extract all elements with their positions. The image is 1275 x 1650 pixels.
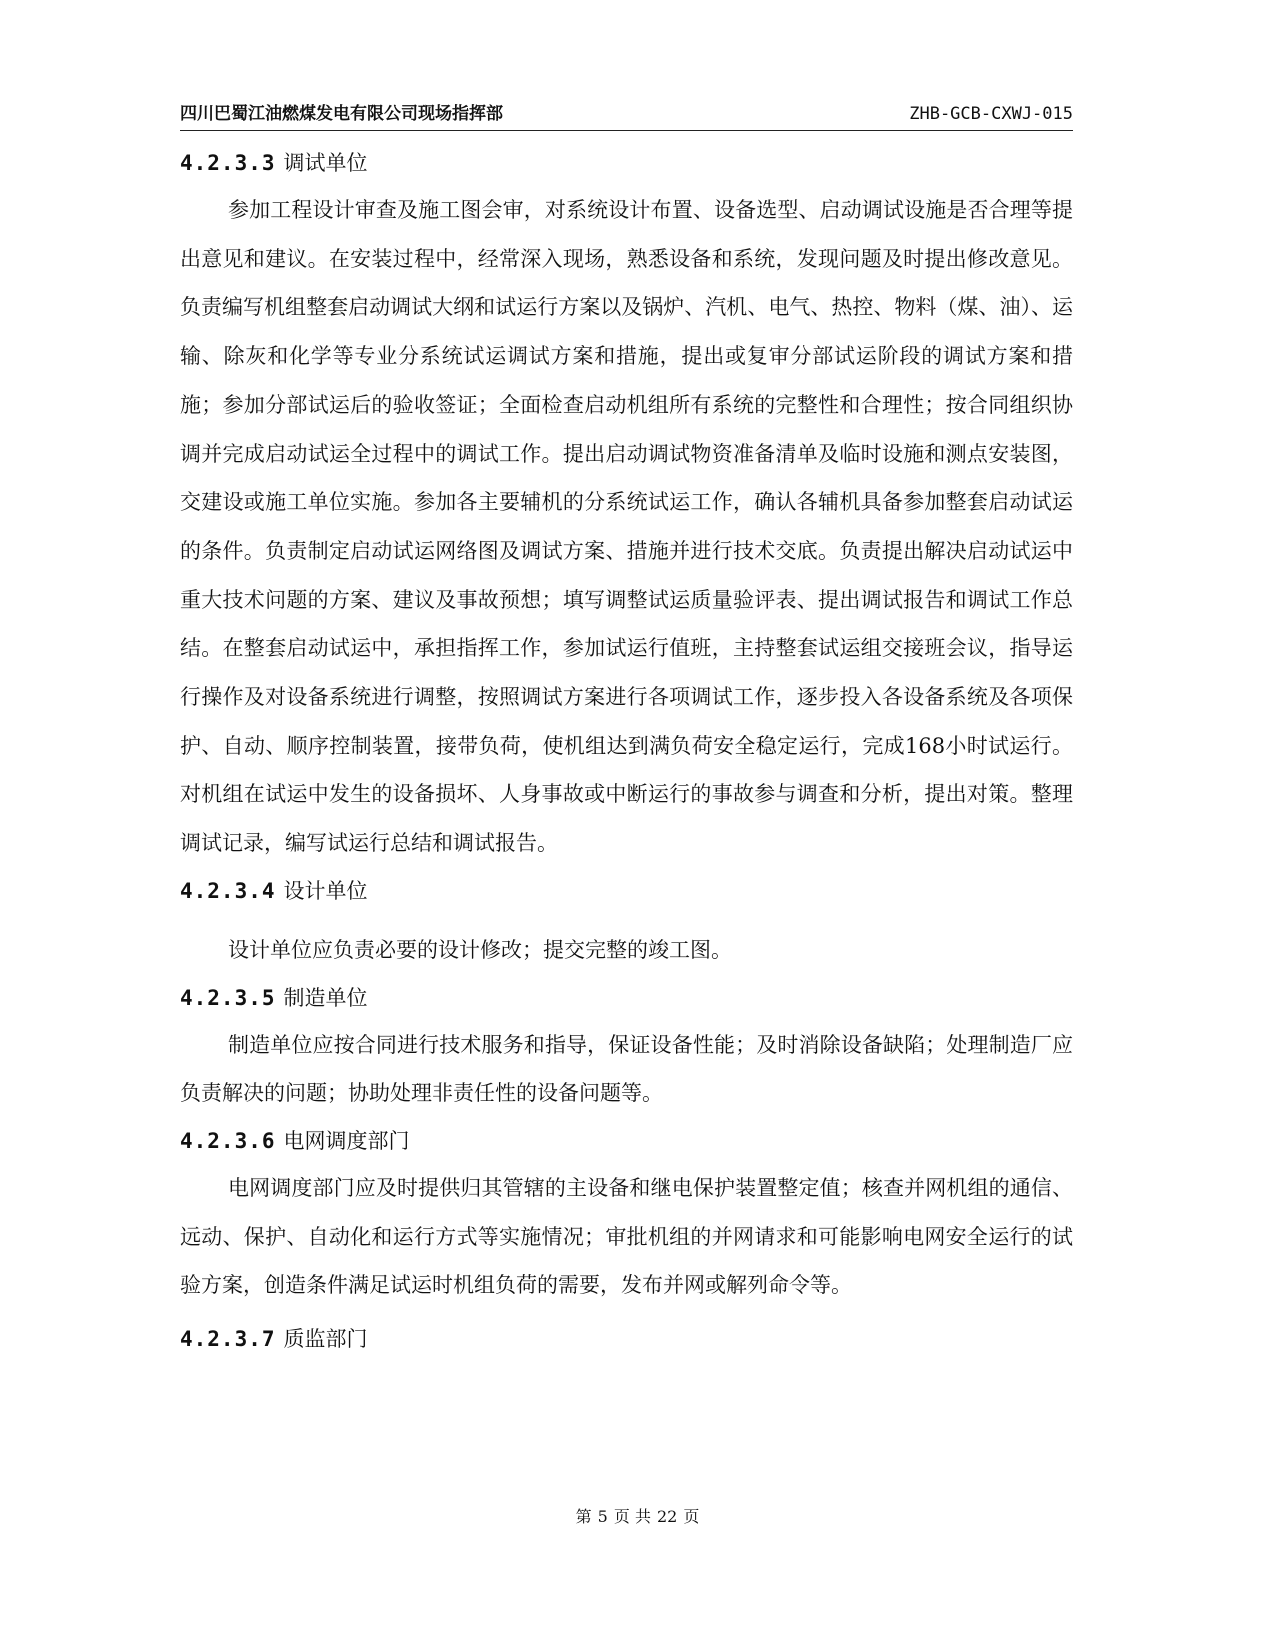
section-paragraph: 参加工程设计审查及施工图会审，对系统设计布置、设备选型、启动调试设施是否合理等提出意见和建议。在安装过程中，经常深入现场，熟悉设备和系统，发现问题及时提出修改意见。负责编写机组整套启动调试大纲和试运行方案以及锅炉、汽机、电气、热控、物料（煤、油）、运输、除灰和化学等专业分系统试运调试方案和措施，提出或复审分部试运阶段的调试方案和措施；参加分部试运后的验收签证；全面检查启动机组所有系统的完整性和合理性；按合同组织协调并完成启动试运全过程中的调试工作。提出启动调试物资准备清单及临时设施和测点安装图，交建设或施工单位实施。参加各主要辅机的分系统试运工作，确认各辅机具备参加整套启动试运的条件。负责制定启动试运网络图及调试方案、措施并进行技术交底。负责提出解决启动试运中重大技术问题的方案、建议及事故预想；填写调整试运质量验评表、提出调试报告和调试工作总结。在整套启动试运中，承担指挥工作，参加试运行值班，主持整套试运组交接班会议，指导运行操作及对设备系统进行调整，按照调试方案进行各项调试工作，逐步投入各设备系统及各项保护、自动、顺序控制装置，接带负荷，使机组达到满负荷安全稳定运行，完成168小时试运行。对机组在试运中发生的设备损坏、人身事故或中断运行的事故参与调查和分析，提出对策。整理调试记录，编写试运行总结和调试报告。: [180, 198, 1073, 856]
section-paragraph: 设计单位应负责必要的设计修改；提交完整的竣工图。: [228, 937, 732, 962]
section-number: 4.2.3.7: [180, 1327, 276, 1352]
section-title: 调试单位: [283, 151, 368, 175]
section-paragraph: 制造单位应按合同进行技术服务和指导，保证设备性能；及时消除设备缺陷；处理制造厂应负责解决的问题；协助处理非责任性的设备问题等。: [180, 1032, 1073, 1106]
page-footer: [0, 1504, 1275, 1527]
section-heading-4-2-3-6: [180, 1118, 1073, 1164]
page-header: [180, 100, 1073, 131]
section-heading-4-2-3-4: [180, 868, 1073, 914]
section-number: 4.2.3.5: [180, 985, 276, 1010]
footer-total-pages: 22: [656, 1507, 678, 1526]
section-title: 制造单位: [283, 985, 368, 1010]
footer-prefix: 第: [575, 1507, 592, 1526]
section-title: 质监部门: [283, 1327, 368, 1352]
section-heading-4-2-3-3: [180, 140, 1073, 186]
section-number: 4.2.3.6: [180, 1128, 276, 1153]
footer-suffix: 页: [683, 1507, 700, 1526]
section-heading-4-2-3-5: [180, 975, 1073, 1021]
section-number: 4.2.3.4: [180, 878, 276, 903]
section-title: 设计单位: [283, 878, 368, 903]
header-document-code: ZHB-GCB-CXWJ-015: [909, 104, 1073, 124]
header-organization: 四川巴蜀江油燃煤发电有限公司现场指挥部: [180, 104, 503, 124]
footer-page-number: 5: [597, 1507, 608, 1526]
footer-middle: 页 共: [613, 1507, 651, 1526]
section-number: 4.2.3.3: [180, 151, 276, 175]
section-paragraph: 电网调度部门应及时提供归其管辖的主设备和继电保护装置整定值；核查并网机组的通信、远动、保护、自动化和运行方式等实施情况；审批机组的并网请求和可能影响电网安全运行的试验方案，创造条件满足试运时机组负荷的需要，发布并网或解列命令等。: [180, 1175, 1073, 1298]
section-heading-4-2-3-7: [180, 1316, 1073, 1362]
section-title: 电网调度部门: [283, 1128, 410, 1153]
document-body: [180, 140, 1073, 1362]
